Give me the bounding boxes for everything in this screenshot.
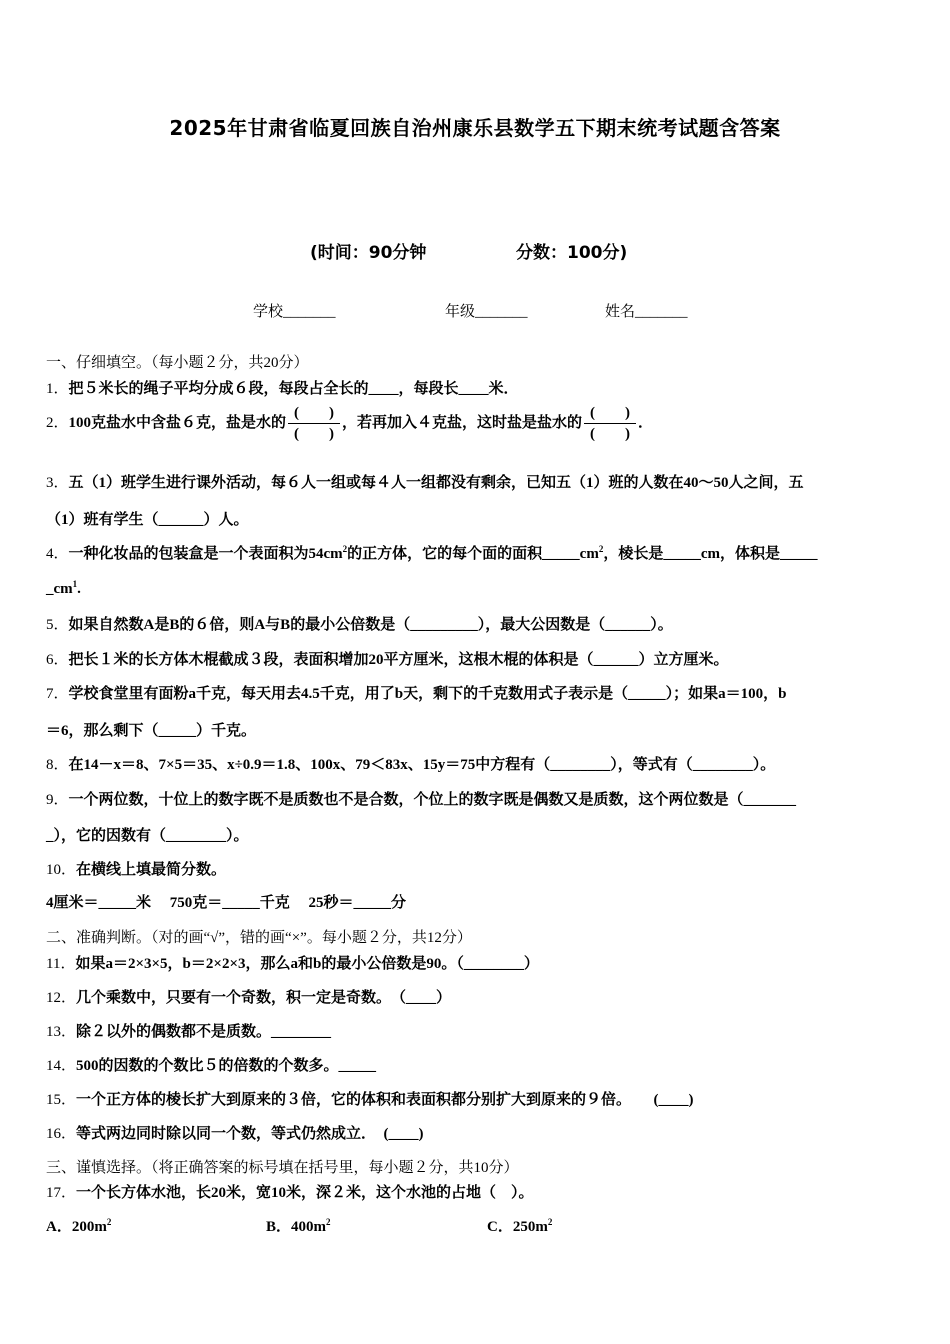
question-text: 除２以外的偶数都不是质数。________ bbox=[76, 1024, 332, 1040]
superscript: 2 bbox=[598, 544, 604, 554]
page-title: 2025年甘肃省临夏回族自治州康乐县数学五下期末统考试题含答案 bbox=[169, 116, 781, 140]
question-8 bbox=[46, 753, 775, 774]
question-number: 12． bbox=[46, 990, 77, 1006]
question-7 bbox=[46, 682, 786, 703]
question-number: 16． bbox=[46, 1126, 77, 1142]
question-17 bbox=[46, 1181, 534, 1202]
question-13 bbox=[46, 1020, 331, 1041]
question-number: 8． bbox=[46, 757, 69, 773]
question-text: 在14－x＝8、7×5＝35、x÷0.9＝1.8、100x、79＜83x、15y＝75中方程有（________），等式有（________）。 bbox=[68, 757, 776, 773]
superscript: 2 bbox=[106, 1217, 112, 1227]
fraction-blank bbox=[584, 405, 636, 442]
superscript: 2 bbox=[342, 544, 348, 554]
question-text: ，棱长是_____cm，体积是_____ bbox=[603, 546, 818, 562]
question-text: 一种化妆品的包装盒是一个表面积为54cm bbox=[68, 546, 343, 562]
question-text: 一个长方体水池，长20米，宽10米，深２米，这个水池的占地（ ）。 bbox=[76, 1185, 534, 1201]
option-label: C．250m bbox=[487, 1219, 548, 1235]
question-text: 学校食堂里有面粉a千克，每天用去4.5千克，用了b天，剩下的千克数用式子表示是（_____）；如果a＝100，b bbox=[68, 686, 787, 702]
question-text: 把长１米的长方体木棍截成３段，表面积增加20平方厘米，这根木棍的体积是（______）立方厘米。 bbox=[68, 652, 729, 668]
question-text: 一个正方体的棱长扩大到原来的３倍，它的体积和表面积都分别扩大到原来的９倍。 (____) bbox=[76, 1092, 694, 1108]
fraction-blank bbox=[288, 405, 340, 442]
superscript: 2 bbox=[326, 1217, 331, 1227]
name-field: 姓名_______ bbox=[605, 304, 688, 320]
question-text: _cm bbox=[46, 581, 73, 597]
question-9 bbox=[46, 788, 796, 809]
question-3-cont: （1）班有学生（______）人。 bbox=[46, 512, 249, 528]
question-number: 4． bbox=[46, 546, 69, 562]
question-number: 2． bbox=[46, 414, 69, 431]
question-4-cont bbox=[46, 579, 81, 598]
superscript: 2 bbox=[547, 1217, 553, 1227]
question-number: 10． bbox=[46, 862, 77, 878]
option-label: B．400m bbox=[266, 1219, 327, 1235]
question-1 bbox=[46, 377, 519, 398]
question-number: 3． bbox=[46, 475, 69, 491]
denominator-blank: ( ) bbox=[294, 426, 335, 442]
question-number: 15． bbox=[46, 1092, 77, 1108]
section-2-heading: 二、准确判断。（对的画“√”，错的画“×”。每小题２分，共12分） bbox=[46, 930, 472, 946]
section-1-heading: 一、仔细填空。（每小题２分，共20分） bbox=[46, 355, 309, 371]
question-11 bbox=[46, 952, 539, 973]
section-3-heading: 三、谨慎选择。（将正确答案的标号填在括号里，每小题２分，共10分） bbox=[46, 1160, 519, 1176]
question-text: 如果自然数A是B的６倍，则A与B的最小公倍数是（_________），最大公因数是（______）。 bbox=[68, 617, 673, 633]
exam-score: 分数：100分) bbox=[516, 243, 628, 263]
question-number: 11． bbox=[46, 956, 76, 972]
question-text: 五（1）班学生进行课外活动，每６人一组或每４人一组都没有剩余，已知五（1）班的人数在40～50人之间，五 bbox=[68, 475, 804, 491]
question-text: 一个两位数，十位上的数字既不是质数也不是合数，个位上的数字既是偶数又是质数，这个两位数是（_______ bbox=[68, 792, 797, 808]
question-text: 如果a＝2×3×5，b＝2×2×3，那么a和b的最小公倍数是90。（________） bbox=[75, 956, 539, 972]
question-16 bbox=[46, 1122, 424, 1143]
question-number: 6． bbox=[46, 652, 69, 668]
option-c bbox=[487, 1215, 552, 1236]
question-10 bbox=[46, 858, 226, 879]
option-label: A．200m bbox=[46, 1219, 107, 1235]
question-15 bbox=[46, 1088, 694, 1109]
question-text: ，若再加入４克盐，这时盐是盐水的 bbox=[342, 414, 583, 431]
superscript: 1 bbox=[72, 579, 78, 589]
question-4 bbox=[46, 542, 817, 563]
question-text: 100克盐水中含盐６克，盐是水的 bbox=[68, 414, 287, 431]
question-number: 1． bbox=[46, 381, 69, 397]
question-number: 5． bbox=[46, 617, 69, 633]
question-number: 14． bbox=[46, 1058, 77, 1074]
question-text: ． bbox=[638, 414, 654, 431]
option-a bbox=[46, 1215, 111, 1236]
question-3 bbox=[46, 471, 804, 492]
question-text: 在横线上填最简分数。 bbox=[76, 862, 227, 878]
numerator-blank: ( ) bbox=[584, 405, 636, 424]
question-number: 17． bbox=[46, 1185, 77, 1201]
denominator-blank: ( ) bbox=[590, 426, 631, 442]
question-6 bbox=[46, 648, 729, 669]
question-text: 500的因数的个数比５的倍数的个数多。_____ bbox=[76, 1058, 377, 1074]
question-10-blanks: 4厘米＝_____米 750克＝_____千克 25秒＝_____分 bbox=[46, 895, 407, 911]
question-text: 把５米长的绳子平均分成６段，每段占全长的____，每段长____米． bbox=[68, 381, 519, 397]
question-2 bbox=[46, 405, 653, 442]
question-number: 7． bbox=[46, 686, 69, 702]
numerator-blank: ( ) bbox=[288, 405, 340, 424]
option-b bbox=[266, 1215, 331, 1236]
question-text: 的正方体，它的每个面的面积_____cm bbox=[347, 546, 599, 562]
school-field: 学校_______ bbox=[253, 304, 336, 320]
question-number: 9． bbox=[46, 792, 69, 808]
question-7-cont: ＝6，那么剩下（_____）千克。 bbox=[46, 723, 257, 739]
question-text: . bbox=[77, 581, 81, 597]
question-text: 等式两边同时除以同一个数，等式仍然成立． (____) bbox=[76, 1126, 424, 1142]
question-number: 13． bbox=[46, 1024, 77, 1040]
question-5 bbox=[46, 613, 673, 634]
grade-field: 年级_______ bbox=[445, 304, 528, 320]
exam-time: (时间：90分钟 bbox=[310, 243, 427, 263]
question-12 bbox=[46, 986, 451, 1007]
question-text: 几个乘数中，只要有一个奇数，积一定是奇数。 （____） bbox=[76, 990, 452, 1006]
question-9-cont: _），它的因数有（________）。 bbox=[46, 828, 249, 844]
question-14 bbox=[46, 1054, 376, 1075]
